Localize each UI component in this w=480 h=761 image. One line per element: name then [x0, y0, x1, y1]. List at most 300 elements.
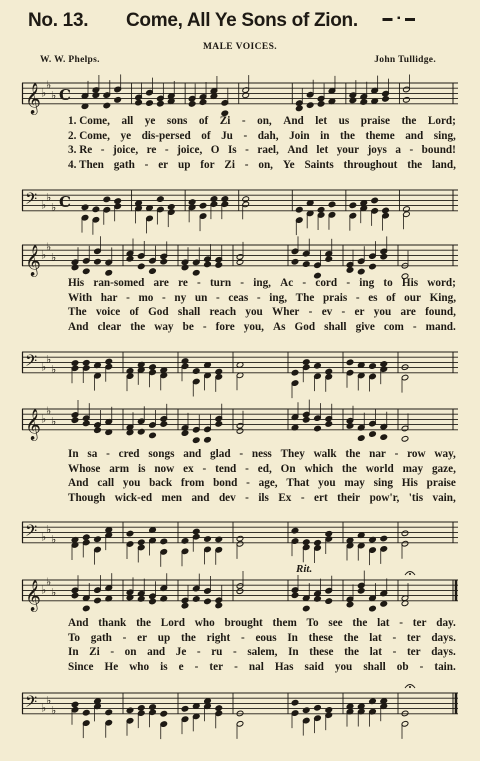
lyric-syllable: world — [365, 462, 394, 475]
note-head — [181, 264, 189, 271]
lyric-syllable: are — [153, 277, 169, 289]
note-head — [325, 531, 333, 538]
lyric-syllable: the — [180, 631, 196, 644]
note-head — [349, 97, 357, 104]
flat-icon: ♭ — [41, 701, 47, 715]
lyric-syllable: your — [336, 144, 360, 156]
lyric-syllable: give — [355, 320, 375, 333]
flat-icon: ♭ — [51, 363, 57, 377]
lyric-syllable: 'tis — [408, 491, 424, 504]
lyric-syllable: They — [280, 448, 305, 460]
lyric-syllable: Lord — [160, 617, 185, 629]
lyric-syllable: And — [68, 320, 89, 333]
lyric-syllable: - — [241, 115, 246, 127]
note-head — [291, 592, 299, 599]
note-head — [192, 368, 200, 375]
lyric-syllable: arm — [109, 462, 130, 475]
lyric-syllable: e — [178, 660, 184, 673]
lyric-syllable: of — [129, 306, 139, 318]
lyric-syllable: the — [407, 158, 423, 171]
lyric-syllable: - — [419, 660, 424, 673]
lyric-line — [68, 646, 456, 661]
note-head — [236, 588, 244, 595]
note-head — [291, 369, 299, 376]
lyric-syllable: the — [401, 115, 417, 127]
lyric-syllable: - — [256, 291, 261, 304]
lyric-syllable: see — [328, 617, 343, 629]
note-head — [103, 102, 111, 109]
treble-clef-icon: 𝄞 — [25, 82, 41, 114]
note-head — [306, 102, 314, 109]
lyric-syllable: On — [280, 462, 296, 475]
voicing-label: MALE VOICES. — [202, 42, 278, 52]
lyric-syllable: - — [302, 277, 307, 289]
note-head — [71, 264, 79, 271]
lyric-syllable: ru — [211, 646, 223, 658]
bass-staff — [22, 520, 458, 550]
lyric-syllable: who — [194, 617, 215, 629]
lyric-syllable: - — [300, 491, 305, 504]
lyric-syllable: may — [344, 477, 365, 489]
flat-icon: ♭ — [41, 360, 47, 374]
author-credit: W. W. Phelps. — [40, 55, 100, 65]
note-head — [401, 436, 409, 443]
flat-icon: ♭ — [46, 190, 52, 204]
note-head — [325, 707, 333, 714]
treble-staff — [22, 78, 458, 114]
lyric-syllable: har — [100, 291, 118, 304]
lyric-syllable: - — [392, 646, 397, 658]
flat-icon: ♭ — [51, 415, 57, 428]
flat-icon: ♭ — [41, 86, 47, 100]
note-head — [215, 602, 223, 609]
lyric-syllable: - — [197, 277, 201, 289]
flat-icon: ♭ — [46, 404, 52, 418]
lyric-syllable: who — [129, 660, 150, 673]
note-head — [314, 705, 322, 712]
lyric-syllable: tend — [215, 462, 237, 475]
note-head — [94, 597, 102, 604]
lyric-syllable: es — [368, 291, 378, 304]
music-system-2 — [22, 240, 458, 390]
note-head — [94, 536, 102, 543]
lyric-syllable: wick-ed — [114, 491, 153, 504]
lyric-syllable: right — [206, 631, 231, 644]
note-head — [137, 539, 145, 546]
lyric-syllable: - — [394, 448, 399, 460]
lyric-syllable: And — [283, 115, 304, 127]
note-head — [346, 601, 354, 608]
lyric-syllable: Has — [274, 660, 294, 673]
lyric-syllable: ils — [258, 491, 269, 504]
lyric-syllable: cord — [315, 277, 338, 289]
lyric-line — [68, 448, 456, 463]
lyric-syllable: which — [304, 462, 334, 475]
note-head — [302, 539, 310, 546]
note-head — [302, 605, 310, 612]
music-system-4 — [22, 563, 458, 735]
lyric-syllable: gaze, — [431, 462, 456, 475]
flat-icon: ♭ — [51, 704, 57, 718]
note-head — [382, 207, 390, 214]
lyric-syllable: sing, — [433, 129, 456, 142]
note-head — [325, 256, 333, 263]
lyric-syllable: - — [100, 144, 105, 156]
lyric-syllable: dev — [218, 491, 236, 504]
lyric-syllable: gath — [113, 158, 135, 171]
lyric-syllable: - — [202, 462, 207, 475]
lyric-syllable: in — [320, 129, 330, 142]
note-head — [236, 428, 244, 435]
lyric-syllable: Ju — [221, 129, 233, 142]
lyric-syllable: rael, — [257, 144, 279, 156]
flat-icon: ♭ — [51, 586, 57, 599]
lyric-syllable: the — [352, 617, 368, 629]
lyric-syllable: sa — [87, 448, 98, 460]
lyric-syllable: ing, — [253, 277, 271, 289]
note-head — [71, 417, 79, 424]
note-head — [105, 358, 113, 365]
lyric-syllable: In — [287, 631, 298, 644]
lyric-syllable: let — [316, 144, 329, 156]
note-head — [369, 431, 377, 438]
note-head — [291, 527, 299, 534]
flat-icon: ♭ — [51, 201, 57, 215]
note-head — [82, 360, 90, 367]
treble-clef-icon: 𝄞 — [25, 408, 41, 440]
note-head — [82, 268, 90, 275]
lyric-syllable: us — [338, 115, 350, 127]
note-head — [92, 206, 100, 213]
lyric-syllable: these — [308, 631, 333, 644]
lyric-syllable: dis-persed — [141, 129, 191, 142]
lyric-syllable: - — [144, 158, 149, 171]
note-head — [103, 196, 111, 203]
lyric-syllable: King, — [429, 291, 456, 304]
note-head — [369, 263, 377, 270]
note-head — [181, 706, 189, 713]
note-head — [149, 598, 157, 605]
note-head — [82, 709, 90, 716]
lyric-syllable: ing, — [269, 291, 287, 304]
lyric-syllable: theme — [365, 129, 395, 142]
lyric-syllable: He — [104, 660, 119, 673]
lyric-syllable: the — [130, 320, 146, 333]
lyric-syllable: His — [401, 477, 418, 489]
lyric-syllable: joys — [367, 144, 387, 156]
treble-clef-icon: 𝄞 — [25, 579, 41, 611]
note-head — [291, 258, 299, 265]
note-head — [126, 530, 134, 537]
note-head — [215, 705, 223, 712]
lyric-syllable: them — [272, 617, 297, 629]
lyric-syllable: the — [136, 617, 151, 629]
lyric-syllable: - — [234, 660, 238, 673]
note-head — [403, 97, 411, 104]
lyric-line — [68, 477, 456, 492]
lyric-syllable: As — [273, 320, 286, 333]
flat-icon: ♭ — [51, 533, 57, 547]
lyric-syllable: re — [146, 144, 157, 156]
lyric-syllable: shall — [324, 320, 347, 333]
lyric-line — [68, 661, 456, 676]
note-head — [105, 270, 113, 277]
lyric-syllable: back — [149, 477, 173, 489]
lyric-syllable: bound! — [421, 144, 456, 156]
note-head — [160, 421, 168, 428]
lyric-syllable: vain, — [432, 491, 456, 504]
lyric-syllable: throughout — [343, 158, 398, 171]
note-head — [82, 420, 90, 427]
note-head — [188, 199, 196, 206]
lyric-syllable: lat — [369, 631, 382, 644]
lyric-syllable: walk — [313, 448, 337, 460]
bass-clef-icon: 𝄢 — [25, 351, 38, 374]
note-head — [204, 436, 212, 443]
note-head — [135, 99, 143, 106]
lyric-syllable: ter — [406, 631, 421, 644]
common-time-icon: C — [59, 86, 71, 105]
note-head — [181, 602, 189, 609]
lyric-syllable: 3. Re — [68, 144, 93, 156]
lyric-syllable: joice, — [112, 144, 139, 156]
note-head — [204, 261, 212, 268]
note-head — [371, 197, 379, 204]
hymn-number: No. 13. — [28, 10, 89, 31]
lyric-syllable: - — [126, 291, 130, 304]
lyric-syllable: and — [183, 448, 202, 460]
lyric-syllable: voice — [95, 306, 121, 318]
lyric-syllable: brought — [224, 617, 263, 629]
note-head — [317, 207, 325, 214]
lyric-syllable: Zi — [219, 115, 231, 127]
note-head — [314, 425, 322, 432]
bass-clef-icon: 𝄢 — [25, 521, 38, 544]
lyric-syllable: In — [288, 646, 299, 658]
lyric-syllable: reach — [209, 306, 237, 318]
note-head — [380, 601, 388, 608]
lyric-syllable: That — [286, 477, 310, 489]
music-system-3 — [22, 404, 458, 554]
lyric-syllable: - — [196, 646, 201, 658]
note-head — [357, 588, 365, 595]
lyric-line — [68, 144, 456, 159]
lyric-syllable: call — [97, 477, 115, 489]
bass-staff — [22, 188, 458, 218]
lyric-syllable: 4. Then — [68, 158, 104, 171]
lyric-syllable: of — [386, 291, 396, 304]
lyric-syllable: you — [318, 477, 336, 489]
lyric-syllable: dah, — [257, 129, 279, 142]
lyric-line — [68, 492, 456, 507]
note-head — [137, 263, 145, 270]
note-head — [215, 262, 223, 269]
note-head — [94, 427, 102, 434]
lyric-syllable: - — [233, 646, 237, 658]
lyric-syllable: found, — [425, 306, 456, 318]
lyric-syllable: - — [194, 660, 199, 673]
note-head — [82, 534, 90, 541]
note-head — [302, 417, 310, 424]
hymn-header — [0, 0, 480, 70]
lyric-syllable: of — [198, 115, 209, 127]
lyric-syllable: Ac — [280, 277, 294, 289]
note-head — [192, 528, 200, 535]
lyric-syllable: our — [404, 291, 421, 304]
note-head — [71, 360, 79, 367]
note-head — [295, 105, 303, 112]
lyric-syllable: - — [245, 462, 249, 475]
lyric-syllable: His — [401, 277, 419, 289]
lyric-syllable: mand. — [425, 320, 456, 333]
note-head — [242, 196, 250, 203]
lyric-syllable: com — [383, 320, 404, 333]
hymn-title: Come, All Ye Sons of Zion. — [126, 10, 358, 31]
lyric-syllable: - — [240, 277, 245, 289]
lyric-syllable: mo — [138, 291, 154, 304]
corner-mark-ornament: ▬ ▪ ▬ — [382, 13, 416, 24]
lyric-syllable: In — [68, 646, 79, 658]
note-head — [192, 596, 200, 603]
lyric-syllable: turn — [209, 277, 232, 289]
lyric-syllable: - — [341, 306, 346, 318]
lyric-syllable: nal — [248, 660, 264, 673]
note-head — [328, 201, 336, 208]
note-head — [236, 259, 244, 266]
note-head — [302, 707, 310, 714]
bass-clef-icon: 𝄢 — [25, 692, 38, 715]
note-head — [114, 97, 122, 104]
lyric-syllable: Je — [175, 646, 187, 658]
note-head — [325, 421, 333, 428]
lyric-syllable: row — [407, 448, 426, 460]
note-head — [291, 699, 299, 706]
note-head — [325, 368, 333, 375]
note-head — [181, 430, 189, 437]
lyric-line — [68, 632, 456, 647]
lyric-syllable: up — [157, 631, 171, 644]
lyric-syllable: - — [240, 631, 245, 644]
treble-staff — [22, 240, 458, 276]
lyric-syllable: - — [215, 291, 220, 304]
lyric-syllable: Zi — [89, 646, 100, 658]
lyric-syllable: to — [383, 277, 393, 289]
note-head — [380, 361, 388, 368]
lyric-syllable: un — [194, 291, 208, 304]
lyric-syllable: their — [337, 491, 361, 504]
lyric-syllable: day. — [436, 617, 456, 629]
lyric-syllable: lat — [377, 617, 390, 629]
lyric-syllable: sing — [373, 477, 393, 489]
bass-staff — [22, 350, 458, 380]
lyric-syllable: days. — [431, 646, 456, 658]
lyric-syllable: age, — [258, 477, 278, 489]
lyric-syllable: a — [395, 144, 401, 156]
note-head — [369, 605, 377, 612]
note-head — [317, 101, 325, 108]
lyric-syllable: joice, — [177, 144, 203, 156]
note-head — [146, 100, 154, 107]
flat-icon: ♭ — [46, 522, 52, 536]
lyric-line — [68, 159, 456, 174]
note-head — [149, 704, 157, 711]
composer-credit: John Tullidge. — [374, 55, 436, 65]
lyric-syllable: ny — [174, 291, 187, 304]
note-head — [167, 204, 175, 211]
note-head — [92, 92, 100, 99]
note-head — [236, 535, 244, 542]
lyric-syllable: ter — [209, 660, 224, 673]
lyric-syllable: 2. Come, — [68, 129, 110, 142]
note-head — [204, 536, 212, 543]
flat-icon: ♭ — [51, 89, 57, 102]
lyric-syllable: - — [392, 631, 397, 644]
common-time-icon: C — [59, 193, 71, 212]
lyric-syllable: shall — [363, 660, 386, 673]
lyric-syllable: way, — [434, 448, 456, 460]
flat-icon: ♭ — [41, 530, 47, 544]
lyric-syllable: er — [137, 631, 148, 644]
lyric-syllable: To — [68, 631, 81, 644]
note-head — [105, 709, 113, 716]
lyric-line — [68, 306, 456, 321]
lyric-syllable: Whose — [68, 462, 101, 475]
ritardando-marking: Rit. — [296, 563, 313, 575]
note-head — [221, 196, 229, 203]
flat-icon: ♭ — [46, 240, 52, 254]
lyric-syllable: ev — [321, 306, 333, 318]
treble-clef-icon: 𝄞 — [25, 244, 41, 276]
lyric-syllable: And — [68, 477, 89, 489]
lyric-syllable: are — [400, 306, 416, 318]
lyric-syllable: way — [154, 320, 174, 333]
treble-staff — [22, 575, 458, 611]
note-head — [199, 99, 207, 106]
flat-icon: ♭ — [46, 78, 52, 92]
note-head — [199, 202, 207, 209]
lyric-syllable: ter — [412, 617, 427, 629]
note-head — [346, 423, 354, 430]
lyric-syllable: er — [158, 158, 169, 171]
note-head — [346, 359, 354, 366]
lyric-syllable: sons — [166, 115, 188, 127]
lyrics-block — [68, 277, 456, 335]
lyric-syllable: - — [110, 646, 115, 658]
lyric-syllable: With — [68, 291, 93, 304]
note-head — [314, 540, 322, 547]
note-head — [325, 598, 333, 605]
lyric-syllable: The — [68, 306, 87, 318]
note-head — [160, 258, 168, 265]
lyric-syllable: To — [306, 617, 319, 629]
note-head — [346, 267, 354, 274]
lyric-syllable: clear — [97, 320, 122, 333]
lyric-syllable: - — [239, 448, 244, 460]
lyric-syllable: you — [334, 660, 353, 673]
lyric-syllable: glad — [210, 448, 231, 460]
lyric-line — [68, 277, 456, 292]
note-head — [157, 196, 165, 203]
lyric-syllable: - — [245, 144, 249, 156]
lyric-syllable: you, — [243, 320, 264, 333]
lyric-syllable: Since — [68, 660, 94, 673]
flat-icon: ♭ — [51, 251, 57, 264]
lyric-syllable: all — [121, 115, 134, 127]
lyric-syllable: - — [106, 448, 110, 460]
lyrics-block — [68, 115, 456, 173]
lyric-syllable: tain. — [434, 660, 456, 673]
note-head — [382, 96, 390, 103]
